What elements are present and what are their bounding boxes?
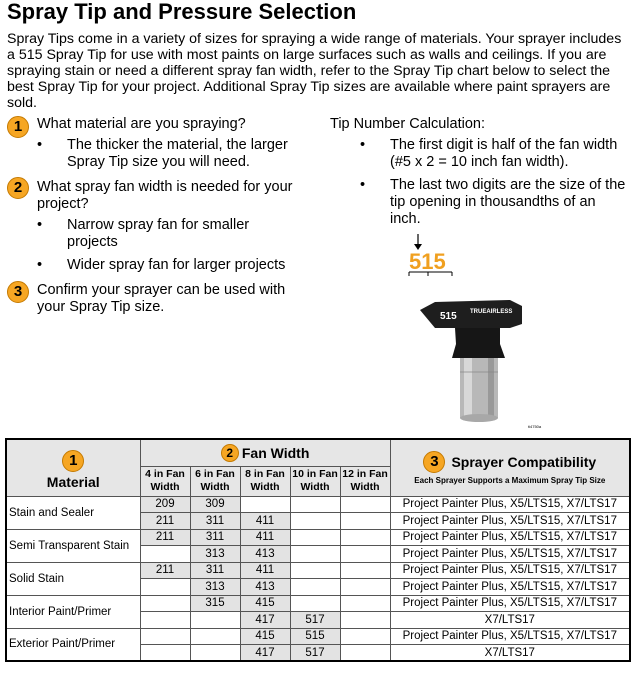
tip-cell: 411 bbox=[240, 562, 290, 579]
tip-handle-label: 515 bbox=[440, 311, 457, 322]
table-badge-2: 2 bbox=[221, 444, 239, 462]
tip-cell bbox=[290, 562, 340, 579]
tip-cell bbox=[140, 579, 190, 596]
tip-cell bbox=[290, 546, 340, 563]
table-badge-3: 3 bbox=[423, 451, 445, 473]
compat-cell: Project Painter Plus, X5/LTS15, X7/LTS17 bbox=[390, 562, 630, 579]
compat-cell: X7/LTS17 bbox=[390, 612, 630, 629]
fan-width-12: 12 in Fan Width bbox=[340, 466, 390, 496]
material-cell: Exterior Paint/Primer bbox=[6, 628, 140, 661]
compat-cell: X7/LTS17 bbox=[390, 645, 630, 662]
spray-tip-table bbox=[5, 438, 631, 662]
tip-cell: 211 bbox=[140, 529, 190, 546]
tip-cell: 313 bbox=[190, 579, 240, 596]
step-3-question: Confirm your sprayer can be used with your Spray Tip size. bbox=[37, 282, 286, 315]
tip-cell bbox=[140, 628, 190, 645]
step-1-badge: 1 bbox=[7, 116, 29, 138]
fan-width-header-cell bbox=[140, 439, 390, 466]
tip-cell bbox=[340, 546, 390, 563]
compat-cell: Project Painter Plus, X5/LTS15, X7/LTS17 bbox=[390, 595, 630, 612]
compat-cell: Project Painter Plus, X5/LTS15, X7/LTS17 bbox=[390, 579, 630, 596]
material-header-cell bbox=[6, 439, 140, 496]
tip-cell: 517 bbox=[290, 612, 340, 629]
material-cell: Solid Stain bbox=[6, 562, 140, 595]
table-badge-1: 1 bbox=[62, 450, 84, 472]
material-header: Material bbox=[46, 473, 100, 490]
step-2-bullet-1: • Narrow spray fan for smaller projects bbox=[37, 217, 250, 250]
fan-width-8: 8 in Fan Width bbox=[240, 466, 290, 496]
tip-cell: 311 bbox=[190, 513, 240, 530]
tip-cell: 211 bbox=[140, 513, 190, 530]
fan-width-6: 6 in Fan Width bbox=[190, 466, 240, 496]
tip-cell: 313 bbox=[190, 546, 240, 563]
tip-calc-bullet-1: • The first digit is half of the fan width (#5 x 2 = 10 inch fan width). bbox=[360, 137, 618, 170]
tip-cell bbox=[340, 513, 390, 530]
tip-cell: 517 bbox=[290, 645, 340, 662]
tip-number-label: 515 bbox=[409, 249, 446, 274]
tip-cell bbox=[340, 562, 390, 579]
compat-cell: Project Painter Plus, X5/LTS15, X7/LTS17 bbox=[390, 546, 630, 563]
fan-width-4: 4 in Fan Width bbox=[140, 466, 190, 496]
tip-cell bbox=[290, 595, 340, 612]
tip-cell bbox=[290, 496, 340, 513]
tip-cell bbox=[190, 628, 240, 645]
tip-cell: 411 bbox=[240, 529, 290, 546]
tip-cell: 309 bbox=[190, 496, 240, 513]
tip-cell: 315 bbox=[190, 595, 240, 612]
brand-label: TRUEAIRLESS bbox=[470, 309, 513, 315]
tip-cell: 515 bbox=[290, 628, 340, 645]
fan-width-10: 10 in Fan Width bbox=[290, 466, 340, 496]
material-cell: Semi Transparent Stain bbox=[6, 529, 140, 562]
tip-cell bbox=[290, 513, 340, 530]
step-1-question: What material are you spraying? bbox=[37, 116, 246, 132]
tip-cell bbox=[140, 595, 190, 612]
step-2-question: What spray fan width is needed for your project? bbox=[37, 179, 293, 212]
tip-cell bbox=[290, 529, 340, 546]
figure-id: ti4750a bbox=[528, 424, 542, 429]
compat-subheader: Each Sprayer Supports a Maximum Spray Tip Size bbox=[414, 475, 606, 485]
tip-cell bbox=[140, 612, 190, 629]
tip-cell: 417 bbox=[240, 645, 290, 662]
compat-header: Sprayer Compatibility bbox=[451, 453, 597, 470]
page-title: Spray Tip and Pressure Selection bbox=[7, 0, 357, 24]
step-2-bullet-2: • Wider spray fan for larger projects bbox=[37, 257, 286, 273]
step-2-badge: 2 bbox=[7, 177, 29, 199]
tip-cell: 211 bbox=[140, 562, 190, 579]
tip-cell: 311 bbox=[190, 529, 240, 546]
tip-cell bbox=[190, 612, 240, 629]
tip-cell bbox=[340, 628, 390, 645]
tip-cell: 415 bbox=[240, 628, 290, 645]
compat-header-cell bbox=[390, 439, 630, 496]
compat-cell: Project Painter Plus, X5/LTS15, X7/LTS17 bbox=[390, 628, 630, 645]
spray-tip-illustration bbox=[400, 232, 560, 432]
tip-cell bbox=[190, 645, 240, 662]
tip-cell bbox=[290, 579, 340, 596]
tip-cell bbox=[340, 612, 390, 629]
step-1-bullet-1: • The thicker the material, the larger Spray Tip size you will need. bbox=[37, 137, 288, 170]
tip-cell bbox=[140, 546, 190, 563]
tip-cell bbox=[340, 595, 390, 612]
intro-paragraph: Spray Tips come in a variety of sizes for spraying a wide range of materials. Your sprayer includes a 515 Spray Tip for use with most paints on large surfaces such as walls and ceilings. If you are spraying stain or need a different spray fan width, refer to the Spray Tip chart below to select the best Spray Tip for your project. Additional Spray Tip sizes are available where paint sprayers are sold. bbox=[7, 31, 622, 111]
material-cell: Interior Paint/Primer bbox=[6, 595, 140, 628]
tip-cell: 209 bbox=[140, 496, 190, 513]
tip-calc-heading: Tip Number Calculation: bbox=[330, 116, 485, 132]
tip-cell bbox=[340, 496, 390, 513]
compat-cell: Project Painter Plus, X5/LTS15, X7/LTS17 bbox=[390, 513, 630, 530]
tip-cell: 311 bbox=[190, 562, 240, 579]
tip-calc-bullet-2: • The last two digits are the size of the tip opening in thousandths of an inch. bbox=[360, 177, 626, 227]
tip-cell bbox=[340, 579, 390, 596]
tip-cell bbox=[240, 496, 290, 513]
tip-cell bbox=[140, 645, 190, 662]
tip-cell: 411 bbox=[240, 513, 290, 530]
compat-cell: Project Painter Plus, X5/LTS15, X7/LTS17 bbox=[390, 529, 630, 546]
tip-cell: 415 bbox=[240, 595, 290, 612]
tip-cell bbox=[340, 529, 390, 546]
material-cell: Stain and Sealer bbox=[6, 496, 140, 529]
fan-width-header: Fan Width bbox=[241, 444, 310, 461]
compat-cell: Project Painter Plus, X5/LTS15, X7/LTS17 bbox=[390, 496, 630, 513]
tip-cell: 413 bbox=[240, 579, 290, 596]
tip-cell bbox=[340, 645, 390, 662]
tip-cell: 413 bbox=[240, 546, 290, 563]
step-3-badge: 3 bbox=[7, 281, 29, 303]
tip-cell: 417 bbox=[240, 612, 290, 629]
